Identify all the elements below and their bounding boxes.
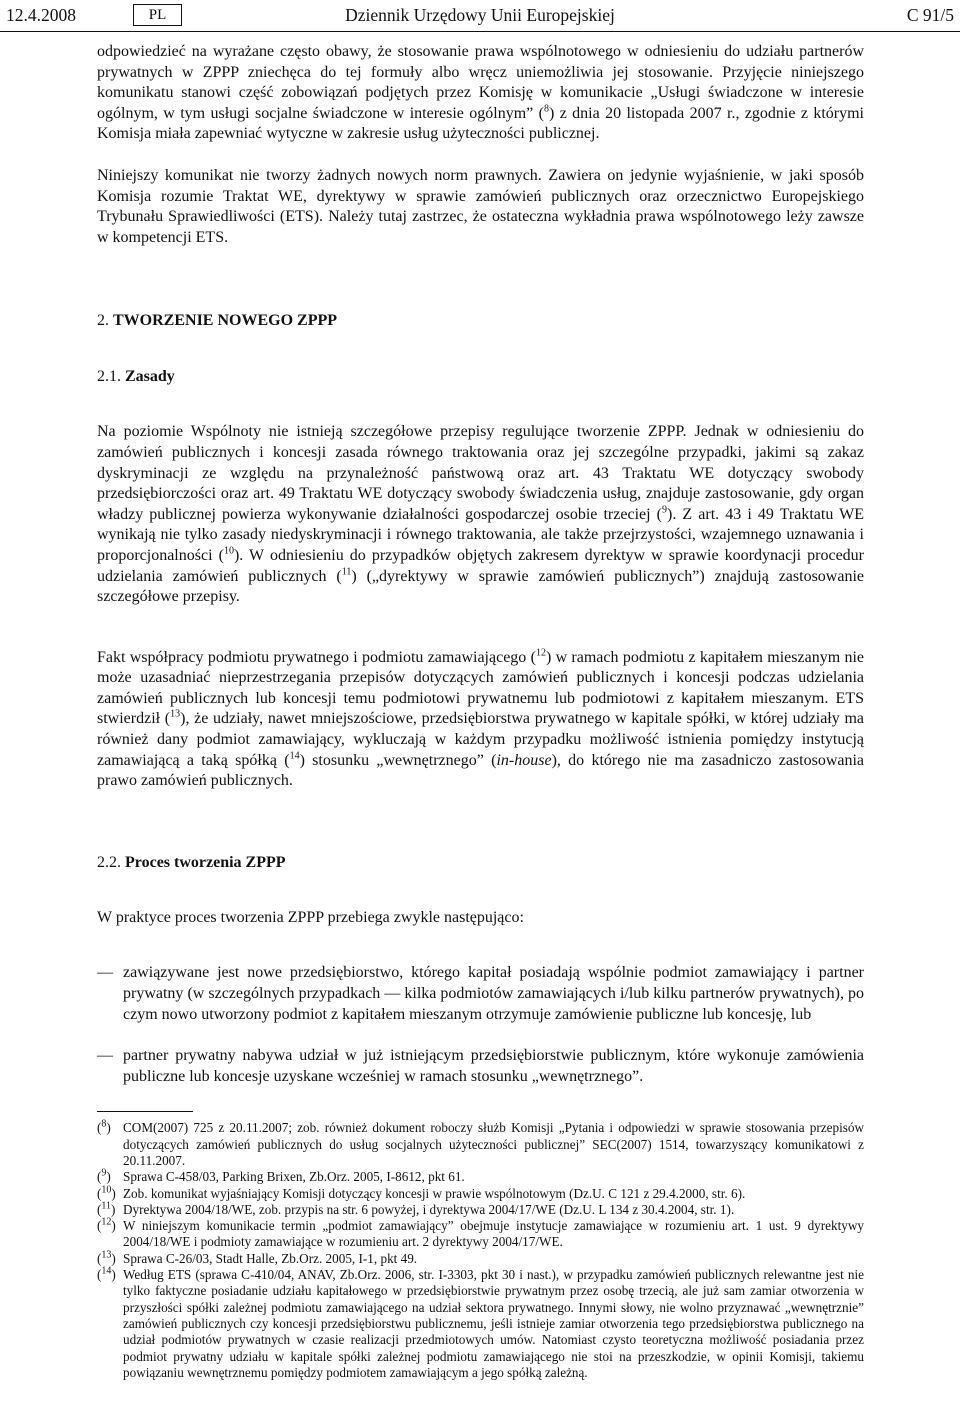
publication-date: 12.4.2008	[6, 5, 76, 25]
footnote-ref[interactable]: 13	[170, 709, 181, 721]
footnote: ($^{10}$) Zob. komunikat wyjaśniający Komisji dotyczący koncesji w prawie wspólnotowym (Dz.U. C 121 z 29.4.2000, str. 6).	[97, 1184, 746, 1201]
list-item: — zawiązywane jest nowe przedsiębiorstwo, którego kapitał posiadają wspólnie podmiot zamawiający i partner prywatny (w szczególnych przypadkach — kilka podmiotów zamawiających i/lub kilku partnerów prywatnych), po czym nowo utworzony podmiot z kapitałem mieszanym otrzymuje zamówienie publiczne lub koncesję, lub	[97, 963, 864, 1025]
footnote: ($^{12}$) W niniejszym komunikacie termin „podmiot zamawiający” obejmuje instytucje zamawiające w rozumieniu art. 1 ust. 9 dyrektywy 2004/18/WE i podmioty zamawiające w rozumieniu art. 2 dyrektywy 2004/17/WE.	[97, 1216, 864, 1250]
paragraph-process: W praktyce proces tworzenia ZPPP przebiega zwykle następująco:	[97, 908, 524, 926]
footnote-ref[interactable]: 10	[223, 545, 234, 557]
paragraph-disclaimer: Niniejszy komunikat nie tworzy żadnych nowych norm prawnych. Zawiera on jedynie wyjaśnienie, w jaki sposób Komisja rozumie Traktat WE, dyrektywy w sprawie zamówień publicznych oraz orzecznictwo Europejskiego Trybunału Sprawiedliwości (ETS). Należy tutaj zastrzec, że ostateczna wykładnia prawa wspólnotowego leży zawsze w kompetencji ETS.	[97, 166, 864, 246]
footnote-ref[interactable]: 14	[289, 750, 300, 762]
footnote: ($^{14}$) Według ETS (sprawa C-410/04, ANAV, Zb.Orz. 2006, str. I-3303, pkt 30 i nast.), w przypadku zamówień publicznych relewantne jest nie tylko faktyczne posiadanie udziału kapitałowego w przedsiębiorstwie prywatnym przez osobę trzecią, ale już sam zamiar otworzenia w przyszłości spółki zależnej podmiotu zamawiającego na udział sektora prywatnego. Innymi słowy, nie wolno przyznawać „wewnętrznie” zamówień publicznych czy koncesji przedsiębiorstwu publicznemu, jeśli istnieje zamiar otworzenia tego przedsiębiorstwa publicznego na udział podmiotów prywatnych w czasie realizacji przedmiotowych umów. Natomiast czysto teoretyczna możliwość posiadania przez podmiot prywatny udziału w kapitale spółki zależnej podmiotu zamawiającego nie stoi na przeszkodzie, w opinii Komisji, takiemu powiązaniu wewnętrznemu pomiędzy podmiotem zamawiającym a jego spółką zależną.	[97, 1265, 864, 1380]
footnote-ref[interactable]: 9	[661, 504, 667, 516]
page-reference: C 91/5	[906, 5, 954, 25]
footnote-ref[interactable]: 8	[543, 103, 549, 115]
page-content	[97, 42, 864, 1381]
footnote: ($^{13}$) Sprawa C-26/03, Stadt Halle, Zb.Orz. 2005, I-1, pkt 49.	[97, 1249, 418, 1266]
footnote-separator	[97, 1111, 193, 1112]
footnote: ($^9$) Sprawa C-458/03, Parking Brixen, Zb.Orz. 2005, I-8612, pkt 61.	[97, 1167, 465, 1185]
paragraph-intro: odpowiedzieć na wyrażane często obawy, że stosowanie prawa wspólnotowego w odniesieniu do udziału partnerów prywatnych w ZPPP zniechęca do tej formuły albo wręcz uniemożliwia jej stosowanie. Przyjęcie niniejszego komunikatu stanowi część zobowiązań podjętych przez Komisję w komunikacie „Usługi świadczone w interesie ogólnym, w tym usługi socjalne świadczone w interesie ogólnym” ($^8$) z dnia 20 listopada 2007 r., zgodnie z którymi Komisja miała zapewniać wytyczne w zakresie usług użyteczności publicznej.	[97, 43, 864, 143]
page-header	[0, 0, 960, 32]
footnote: ($^8$) COM(2007) 725 z 20.11.2007; zob. również dokument roboczy służb Komisji „Pytania i odpowiedzi w sprawie stosowania przepisów dotyczących zamówień publicznych do usług socjalnych użyteczności publicznej” SEC(2007) 1514, towarzyszący komunikatowi z 20.11.2007.	[97, 1119, 864, 1168]
section-heading-2-1: 2.1. Zasady	[97, 368, 175, 386]
section-heading-2-2: 2.2. Proces tworzenia ZPPP	[97, 853, 286, 871]
journal-title: Dziennik Urzędowy Unii Europejskiej	[345, 5, 615, 25]
paragraph-cooperation: Fakt współpracy podmiotu prywatnego i podmiotu zamawiającego ($^{12}$) w ramach podmiotu z kapitałem mieszanym nie może uzasadniać nieprzestrzegania przepisów dotyczących zamówień publicznych i koncesji podczas udzielania zamówień publicznych lub koncesji temu podmiotowi prywatnemu lub podmiotowi z kapitałem mieszanym. ETS stwierdził ($^{13}$), że udziały, nawet mniejszościowe, przedsiębiorstwa prywatnego w kapitale spółki, w której udziały ma również dany podmiot zamawiający, wykluczają w każdym przypadku możliwość istnienia pomiędzy instytucją zamawiającą a taką spółką ($^{14}$) stosunku „wewnętrznego” (in-house), do którego nie ma zasadniczo zastosowania prawo zamówień publicznych.	[97, 647, 865, 790]
list-item: — partner prywatny nabywa udział w już istniejącym przedsiębiorstwie publicznym, które wykonuje zamówienia publiczne lub koncesje uzyskane wcześniej w ramach stosunku „wewnętrznego”.	[97, 1046, 864, 1087]
footnote-ref[interactable]: 11	[341, 566, 352, 578]
footnote: ($^{11}$) Dyrektywa 2004/18/WE, zob. przypis na str. 6 powyżej, i dyrektywa 2004/17/WE (Dz.U. L 134 z 30.4.2004, str. 1).	[97, 1200, 735, 1217]
dash-bullet: —	[97, 964, 113, 982]
section-heading-2: 2. TWORZENIE NOWEGO ZPPP	[97, 312, 338, 330]
paragraph-principles: Na poziomie Wspólnoty nie istnieją szczegółowe przepisy regulujące tworzenie ZPPP. Jednak w odniesieniu do zamówień publicznych i koncesji zasada równego traktowania oraz jej szczególne przypadki, jakimi są zakaz dyskryminacji ze względu na przynależność państwową oraz art. 43 Traktatu WE dotyczący swobody przedsiębiorczości oraz art. 49 Traktatu WE dotyczący swobody świadczenia usług, znajduje zastosowanie, gdy organ władzy publicznej powierza wykonywanie działalności gospodarczej osobie trzeciej ($^9$). Z art. 43 i 49 Traktatu WE wynikają nie tylko zasady niedyskryminacji i równego traktowania, ale także przejrzystości, wzajemnego uznawania i proporcjonalności ($^{10}$). W odniesieniu do przypadków objętych zakresem dyrektyw w sprawie koordynacji procedur udzielania zamówień publicznych ($^{11}$) („dyrektywy w sprawie zamówień publicznych”) znajdują zastosowanie szczegółowe przepisy.	[97, 423, 865, 606]
header-rule	[0, 31, 960, 32]
dash-bullet: —	[97, 1047, 113, 1065]
footnote-ref[interactable]: 12	[535, 647, 546, 659]
footnotes	[97, 1120, 864, 1381]
language-box: PL	[133, 4, 182, 26]
